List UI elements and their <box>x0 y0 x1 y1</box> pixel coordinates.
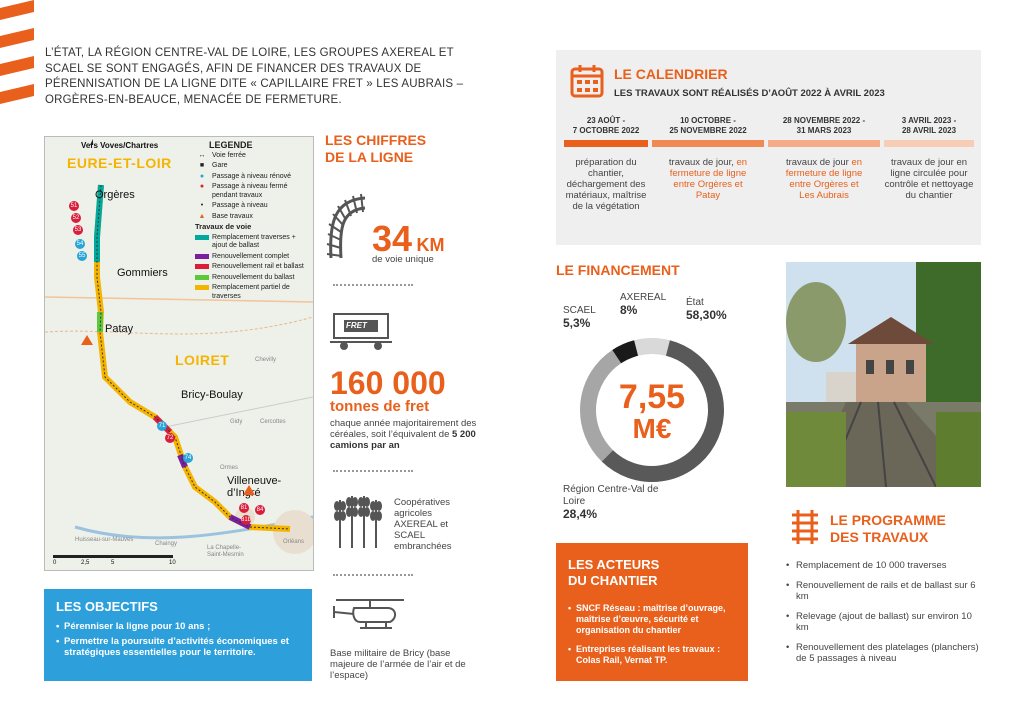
crossing-marker: 51 <box>70 203 78 209</box>
crossing-marker: 72 <box>166 435 174 441</box>
crossing-marker: 52 <box>72 215 80 221</box>
map-legend <box>195 141 311 303</box>
calendar-icon <box>570 64 604 98</box>
calendar-panel <box>556 50 981 245</box>
divider <box>333 284 413 286</box>
crossing-marker: 81b <box>241 517 252 523</box>
part-pct: 28,4% <box>563 507 598 521</box>
intro-text: L’ÉTAT, LA RÉGION CENTRE-VAL DE LOIRE, LES GROUPES AXEREAL ET SCAEL SE SONT ENGAGÉS, AFIN DE FINANCER DES TRAVAUX DE PÉRENNISATION DE LA LIGNE DITE « CAPILLAIRE FRET » LES AUBRAIS – ORGÈRES-EN-BEAUCE, MENACÉE DE FERMETURE. <box>45 47 464 106</box>
acteurs-title <box>568 557 659 589</box>
crossing-marker: 53 <box>74 227 82 233</box>
map-region-label: EURE-ET-LOIR <box>67 155 172 171</box>
chiffres-title-line: DE LA LIGNE <box>325 149 414 165</box>
legend-swatch <box>195 264 209 269</box>
period-text: travaux de jour en ligne circulée pour contrôle et nettoyage du chantier <box>884 157 974 201</box>
financement-label-etat <box>686 297 727 323</box>
scale-label: 0 <box>53 560 57 566</box>
divider <box>333 470 413 472</box>
financement-total <box>577 380 727 444</box>
calendar-period <box>884 116 974 201</box>
objectifs-title: LES OBJECTIFS <box>56 599 158 614</box>
list-item: • Entreprises réalisant les travaux : Colas Rail, Vernat TP. <box>568 644 743 666</box>
track-icon: ↔ <box>198 151 206 159</box>
km-unit: KM <box>416 235 445 255</box>
scale-label: 10 <box>169 560 176 566</box>
list-item: • Pérenniser la ligne pour 10 ans ; <box>56 621 304 633</box>
route-map <box>44 136 314 571</box>
list-item: • Renouvellement des platelages (planchers) de 5 passages à niveau <box>786 642 986 664</box>
period-date: 10 OCTOBRE - 25 NOVEMBRE 2022 <box>669 116 747 135</box>
tonnes-desc <box>330 418 480 451</box>
financement-total-value: 7,55 <box>618 378 686 416</box>
legend-label: Passage à niveau <box>212 202 268 209</box>
crossing-icon: • <box>200 202 204 209</box>
legend-title: LEGENDE <box>209 140 253 150</box>
period-desc <box>564 157 648 212</box>
crossing-marker: 54 <box>76 241 84 247</box>
works-title: Travaux de voie <box>195 222 252 231</box>
acteurs-title-line: DU CHANTIER <box>568 573 658 588</box>
period-text: travaux de jour, <box>668 157 734 168</box>
work-base-icon <box>243 485 255 495</box>
km-desc: de voie unique <box>372 254 434 265</box>
calendar-period <box>652 116 764 201</box>
period-bar <box>768 140 880 147</box>
fret-wagon-icon <box>330 310 392 352</box>
map-place-label: Chaingy <box>155 541 178 547</box>
map-town-label: Patay <box>105 323 134 335</box>
map-place-label: Gidy <box>230 419 243 425</box>
list-item: • SNCF Réseau : maîtrise d’ouvrage, maîtrise d’œuvre, sécurité et organisation du chantier <box>568 603 743 636</box>
period-bar <box>884 140 974 147</box>
programme-list <box>786 560 986 673</box>
scale-label: 2,5 <box>81 560 90 566</box>
period-text: préparation du chantier, déchargement des matériaux, maîtrise de la végétation <box>565 157 647 212</box>
scale-label: 5 <box>111 560 115 566</box>
objectifs-panel <box>44 589 312 681</box>
map-place-label: Chevilly <box>255 357 277 363</box>
financement-total-unit: M€ <box>632 413 672 444</box>
part-pct: 58,30% <box>686 308 727 322</box>
period-text-highlight: en fermeture de ligne entre Orgères et Patay <box>669 157 748 201</box>
crossing-marker: 55 <box>78 253 86 259</box>
legend-label: Renouvellement du ballast <box>212 273 295 281</box>
wheat-icon <box>330 492 386 552</box>
calendar-period <box>564 116 648 212</box>
map-region-label: LOIRET <box>175 352 230 368</box>
legend-label: Passage à niveau fermé pendant travaux <box>212 183 288 199</box>
donut-segment <box>636 346 668 348</box>
crossing-marker: 74 <box>184 455 192 461</box>
part-pct: 5,3% <box>563 316 591 330</box>
period-desc <box>884 157 974 201</box>
part-name: SCAEL <box>563 305 596 316</box>
calendar-period <box>768 116 880 201</box>
part-name: Région Centre-Val de Loire <box>563 484 659 507</box>
decorative-stripes <box>0 0 34 110</box>
programme-title-line: DES TRAVAUX <box>830 529 929 545</box>
station-icon: ■ <box>199 162 205 169</box>
part-pct: 8% <box>620 303 638 317</box>
programme-title-line: LE PROGRAMME <box>830 512 946 528</box>
financement-label-region <box>563 484 673 522</box>
period-text: travaux de jour <box>785 157 849 168</box>
legend-swatch <box>195 285 209 290</box>
coop-desc: Coopératives agricoles AXEREAL et SCAEL embranchées <box>394 497 452 552</box>
map-place-label: Cercottes <box>260 419 286 425</box>
work-base-icon: ▲ <box>198 212 206 220</box>
map-town-label: Bricy-Boulay <box>181 389 243 401</box>
legend-label: Gare <box>212 162 228 169</box>
crossing-marker: 71 <box>158 423 166 429</box>
period-text-highlight: en fermeture de ligne entre Orgères et Les Aubrais <box>785 157 863 201</box>
list-item: • Remplacement de 10 000 traverses <box>786 560 986 571</box>
period-date: 28 NOVEMBRE 2022 - 31 MARS 2023 <box>782 116 866 135</box>
map-town-label: Villeneuve- d’Ingré <box>227 475 282 499</box>
period-bar <box>564 140 648 147</box>
map-place-label: Huisseau-sur-Mauves <box>75 537 134 543</box>
list-item: • Renouvellement de rails et de ballast sur 6 km <box>786 580 986 602</box>
divider <box>333 574 413 576</box>
legend-label: Renouvellement complet <box>212 252 290 260</box>
map-north-label: Vers Voves/Chartres <box>81 141 159 150</box>
part-name: AXEREAL <box>620 292 667 303</box>
financement-label-axereal <box>620 292 666 318</box>
legend-swatch <box>195 254 209 259</box>
railway-track-icon <box>325 192 369 264</box>
km-value: 34 <box>372 218 413 259</box>
work-base-icon <box>81 335 93 345</box>
base-desc: Base militaire de Bricy (base majeure de l’armée de l’air et de l’espace) <box>330 648 466 681</box>
military-helicopter-icon <box>330 594 410 638</box>
chiffres-title <box>325 132 426 166</box>
donut-segment <box>617 348 636 357</box>
list-item: • Permettre la poursuite d’activités économiques et stratégiques essentielles pour le territoire. <box>56 636 304 659</box>
crossing-marker: 81 <box>240 505 248 511</box>
tonnes-desc-text: chaque année majoritairement des céréales, soit l’équivalent de <box>330 418 477 440</box>
period-bar <box>652 140 764 147</box>
crossing-marker: 84 <box>256 507 264 513</box>
legend-label: Renouvellement rail et ballast <box>212 263 304 270</box>
period-date: 3 AVRIL 2023 - 28 AVRIL 2023 <box>901 116 957 135</box>
period-desc <box>652 157 764 201</box>
crossing-closed-icon: ● <box>199 183 205 190</box>
legend-label: Remplacement traverses + ajout de ballast <box>212 233 296 249</box>
acteurs-title-line: LES ACTEURS <box>568 557 660 572</box>
railway-sleepers-icon <box>790 510 820 544</box>
map-town-label: Gommiers <box>117 267 168 279</box>
part-name: État <box>686 297 704 308</box>
legend-swatch <box>195 275 209 280</box>
legend-label: Base travaux <box>212 212 253 220</box>
programme-title <box>830 512 946 546</box>
legend-label: Passage à niveau rénové <box>212 172 291 180</box>
legend-label: Voie ferrée <box>212 151 246 159</box>
acteurs-panel <box>556 543 748 681</box>
map-town-label: Orgères <box>95 189 135 201</box>
tonnes-value: 160 000 <box>330 365 446 401</box>
crossing-renovated-icon: ● <box>199 172 205 180</box>
calendar-title: LE CALENDRIER <box>614 66 728 82</box>
station-photo <box>786 262 981 487</box>
tonnes-unit: tonnes de fret <box>330 398 430 415</box>
chiffres-title-line: LES CHIFFRES <box>325 132 427 148</box>
financement-title: LE FINANCEMENT <box>556 262 680 278</box>
map-place-label: Orléans <box>283 539 305 545</box>
map-place-label: La Chapelle- Saint-Mesmin <box>207 545 244 558</box>
period-date: 23 AOÛT - 7 OCTOBRE 2022 <box>572 116 640 135</box>
financement-label-scael <box>563 305 596 331</box>
list-item: • Relevage (ajout de ballast) sur environ 10 km <box>786 611 986 633</box>
calendar-subtitle: LES TRAVAUX SONT RÉALISÉS D’AOÛT 2022 À AVRIL 2023 <box>614 88 885 99</box>
map-place-label: Ormes <box>220 465 238 471</box>
tonnes-desc-bold: 5 200 camions par an <box>330 429 476 451</box>
legend-swatch <box>195 235 209 240</box>
period-desc <box>768 157 880 201</box>
legend-label: Remplacement partiel de traverses <box>212 284 290 300</box>
fret-badge: FRET <box>346 321 367 330</box>
